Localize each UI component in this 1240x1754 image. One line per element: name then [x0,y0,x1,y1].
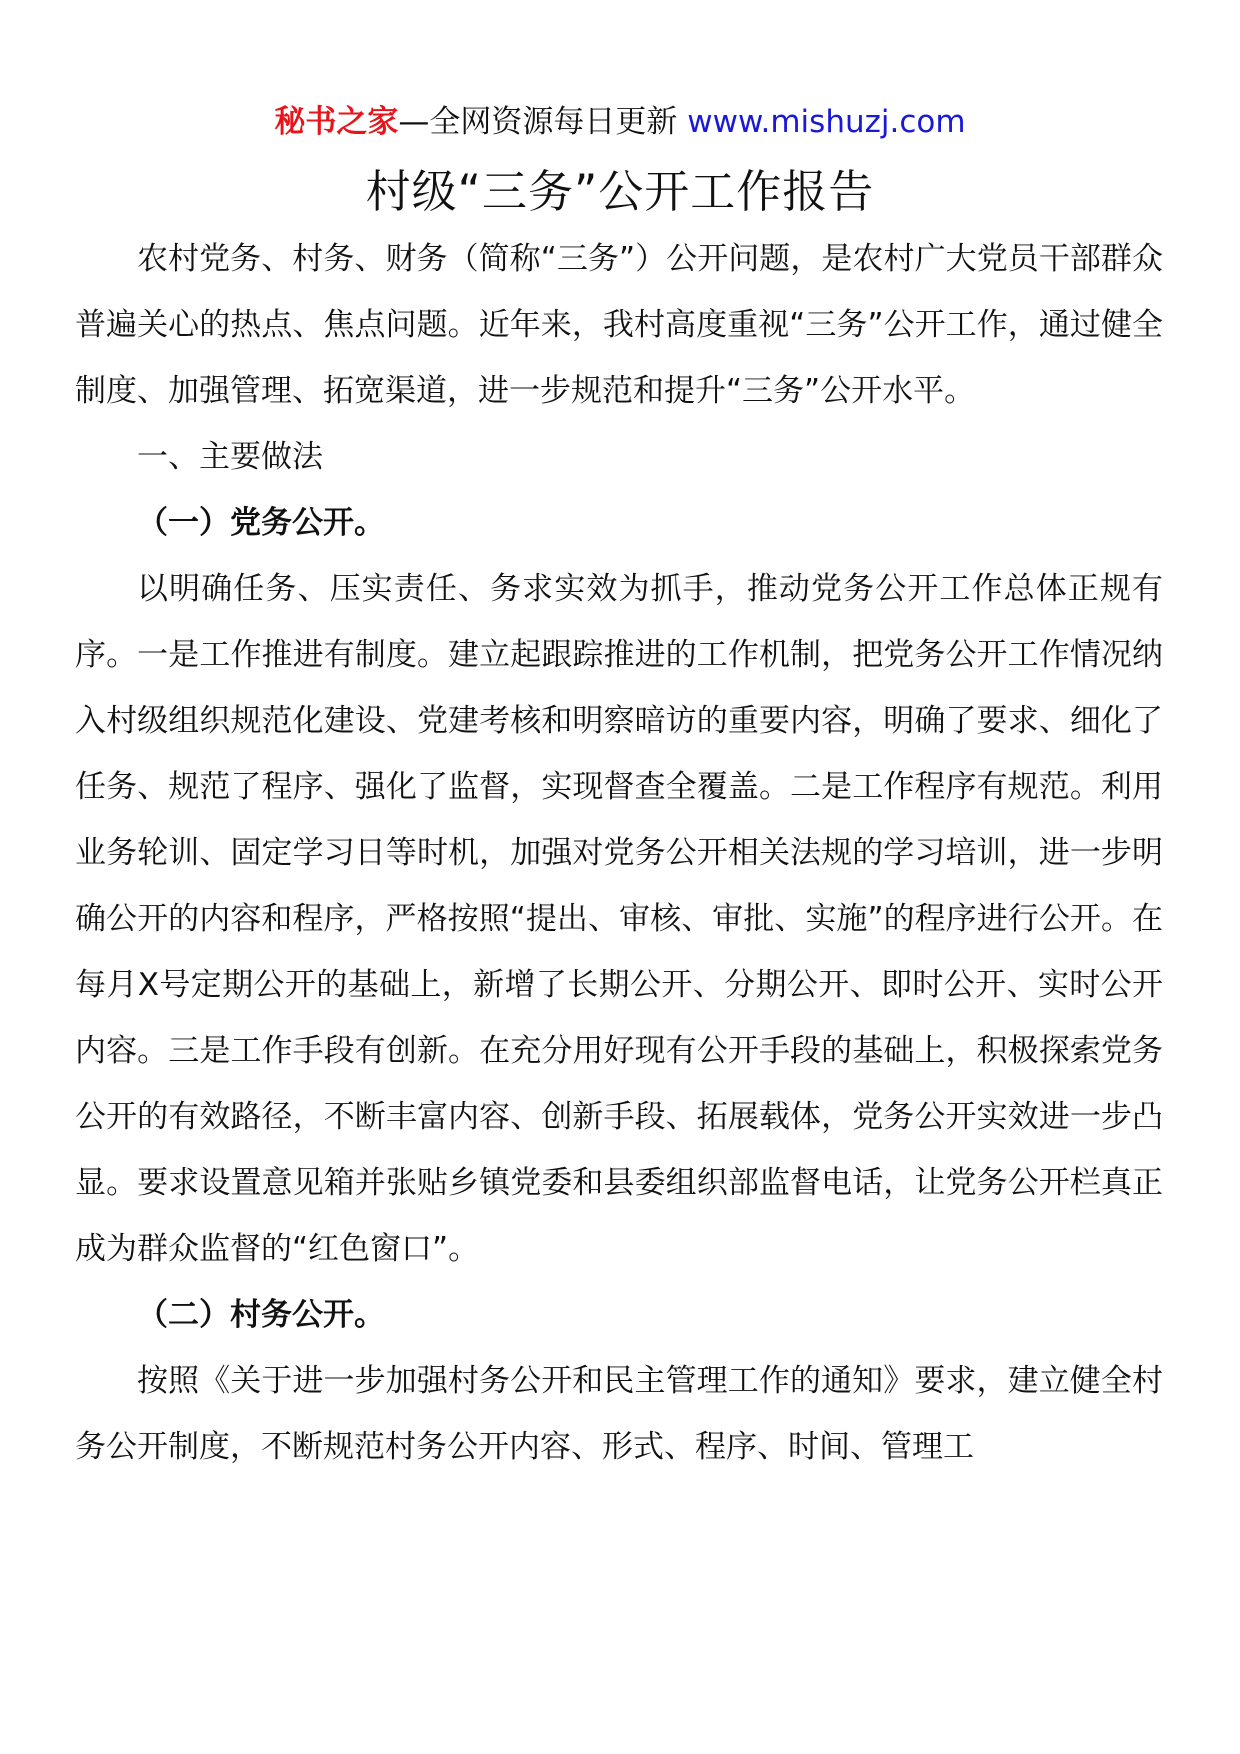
village-affairs-paragraph: 按照《关于进一步加强村务公开和民主管理工作的通知》要求，建立健全村务公开制度，不断规范村务公开内容、形式、程序、时间、管理工 [75,1363,1163,1465]
party-affairs-paragraph: 以明确任务、压实责任、务求实效为抓手，推动党务公开工作总体正规有序。一是工作推进有制度。建立起跟踪推进的工作机制，把党务公开工作情况纳入村级组织规范化建设、党建考核和明察暗访的重要内容，明确了要求、细化了任务、规范了程序、强化了监督，实现督查全覆盖。二是工作程序有规范。利用业务轮训、固定学习日等时机，加强对党务公开相关法规的学习培训，进一步明确公开的内容和程序，严格按照“提出、审核、审批、实施”的程序进行公开。在每月X号定期公开的基础上，新增了长期公开、分期公开、即时公开、实时公开内容。三是工作手段有创新。在充分用好现有公开手段的基础上，积极探索党务公开的有效路径，不断丰富内容、创新手段、拓展载体，党务公开实效进一步凸显。要求设置意见箱并张贴乡镇党委和县委组织部监督电话，让党务公开栏真正成为群众监督的“红色窗口”。 [75,571,1163,1267]
site-header [0,102,1240,142]
document-body [75,226,1163,1480]
header-slogan: —全网资源每日更新 [398,104,688,140]
brand-name: 秘书之家 [274,104,399,140]
website-link[interactable]: www.mishuzj.com [687,104,966,140]
subsection-heading-village-affairs: （二）村务公开。 [137,1297,385,1333]
intro-paragraph: 农村党务、村务、财务（简称“三务”）公开问题，是农村广大党员干部群众普遍关心的热点、焦点问题。近年来，我村高度重视“三务”公开工作，通过健全制度、加强管理、拓宽渠道，进一步规范和提升“三务”公开水平。 [75,241,1163,409]
subsection-heading-party-affairs: （一）党务公开。 [137,505,385,541]
document-title: 村级“三务”公开工作报告 [365,165,875,218]
section-heading-main-practices: 一、主要做法 [137,439,323,475]
